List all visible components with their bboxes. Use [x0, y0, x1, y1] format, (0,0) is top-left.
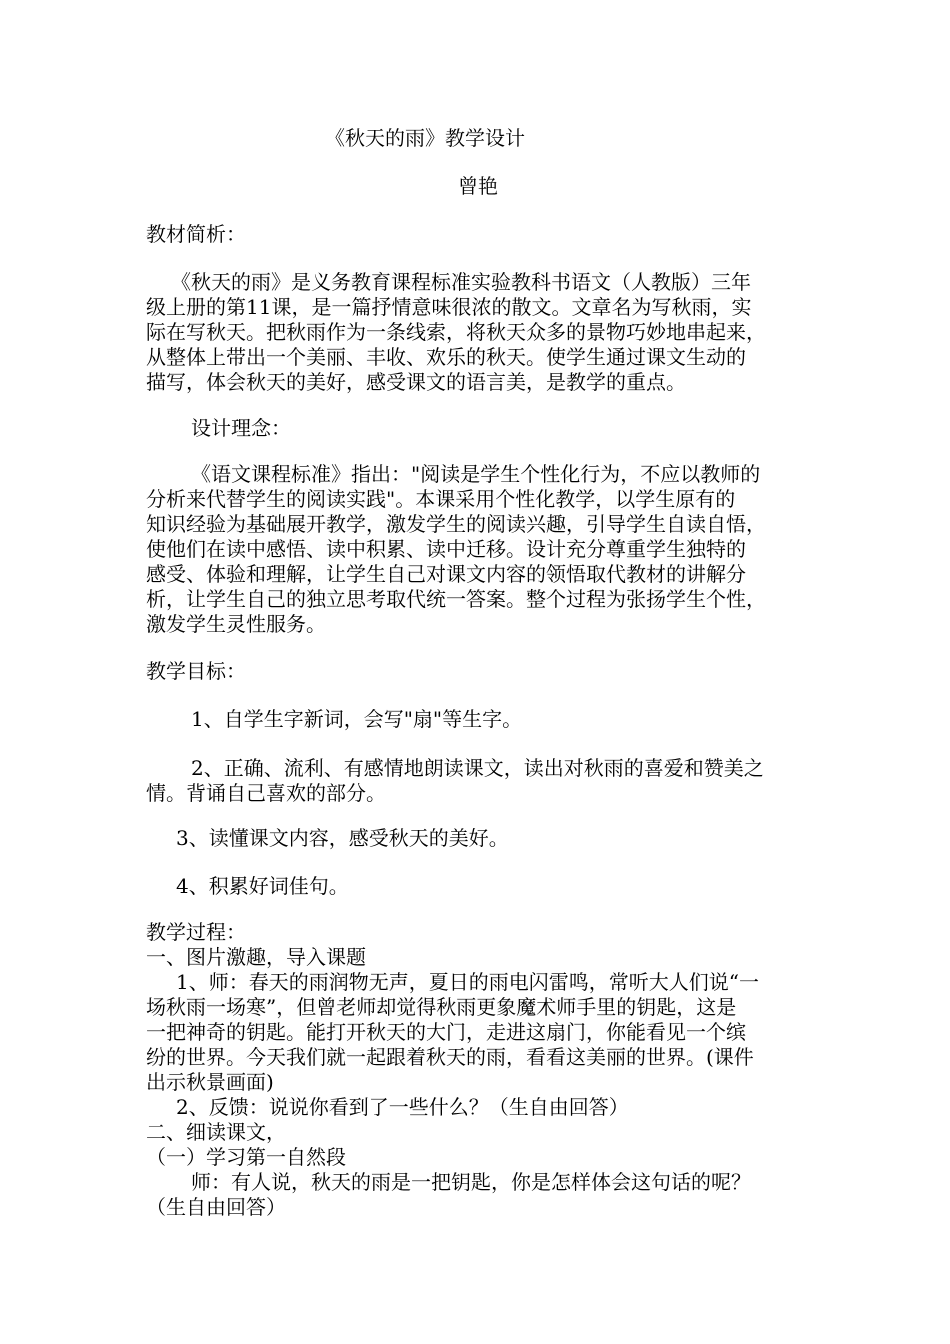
design-concept-line: 析，让学生自己的独立思考取代统一答案。整个过程为张扬学生个性，	[146, 587, 766, 611]
document-author: 曾艳	[458, 174, 498, 198]
design-concept-line: 分析来代替学生的阅读实践"。本课采用个性化教学，以学生原有的	[146, 487, 736, 511]
design-concept-line: 《语文课程标准》指出："阅读是学生个性化行为，不应以教师的	[191, 462, 761, 486]
process-part-1: 一、图片激趣，导入课题	[146, 945, 366, 969]
process-teacher-line: （生自由回答）	[146, 1195, 286, 1219]
process-step-1-line: 一把神奇的钥匙。能打开秋天的大门，走进这扇门，你能看见一个缤	[146, 1020, 746, 1044]
process-heading: 教学过程：	[146, 920, 246, 944]
process-subsection-1: （一）学习第一自然段	[146, 1145, 346, 1169]
design-concept-line: 感受、体验和理解，让学生自己对课文内容的领悟取代教材的讲解分	[146, 562, 746, 586]
process-step-2: 2、反馈：说说你看到了一些什么？（生自由回答）	[176, 1095, 629, 1119]
design-concept-line: 激发学生灵性服务。	[146, 612, 326, 636]
objective-item-4: 4、积累好词佳句。	[176, 874, 349, 898]
design-concept-line: 使他们在读中感悟、读中积累、读中迁移。设计充分尊重学生独特的	[146, 537, 746, 561]
design-concept-line: 知识经验为基础展开教学，激发学生的阅读兴趣，引导学生自读自悟，	[146, 512, 766, 536]
process-step-1-line: 纷的世界。今天我们就一起跟着秋天的雨，看看这美丽的世界。(课件	[146, 1045, 754, 1069]
objective-item-2-continued: 情。背诵自己喜欢的部分。	[146, 781, 386, 805]
process-part-2: 二、细读课文，	[146, 1120, 286, 1144]
material-analysis-line: 级上册的第11课，是一篇抒情意味很浓的散文。文章名为写秋雨，实	[146, 295, 752, 319]
process-teacher-line: 师：有人说，秋天的雨是一把钥匙，你是怎样体会这句话的呢？	[191, 1170, 751, 1194]
objective-item-2: 2、正确、流利、有感情地朗读课文，读出对秋雨的喜爱和赞美之	[191, 756, 764, 780]
objectives-heading: 教学目标：	[146, 659, 246, 683]
material-analysis-line: 从整体上带出一个美丽、丰收、欢乐的秋天。使学生通过课文生动的	[146, 345, 746, 369]
design-concept-heading: 设计理念：	[191, 416, 291, 440]
material-analysis-line: 《秋天的雨》是义务教育课程标准实验教科书语文（人教版）三年	[171, 270, 751, 294]
objective-item-3: 3、读懂课文内容，感受秋天的美好。	[176, 826, 509, 850]
material-analysis-line: 际在写秋天。把秋雨作为一条线索，将秋天众多的景物巧妙地串起来，	[146, 320, 766, 344]
process-step-1-line: 1、师：春天的雨润物无声，夏日的雨电闪雷鸣，常听大人们说“一	[176, 970, 759, 994]
process-step-1-line: 场秋雨一场寒”，但曾老师却觉得秋雨更象魔术师手里的钥匙，这是	[146, 995, 737, 1019]
objective-item-1: 1、自学生字新词，会写"扇"等生字。	[191, 707, 523, 731]
material-analysis-line: 描写，体会秋天的美好，感受课文的语言美，是教学的重点。	[146, 370, 686, 394]
document-title: 《秋天的雨》教学设计	[325, 126, 525, 150]
process-step-1-line: 出示秋景画面)	[146, 1070, 274, 1094]
material-analysis-heading: 教材简析：	[146, 222, 246, 246]
